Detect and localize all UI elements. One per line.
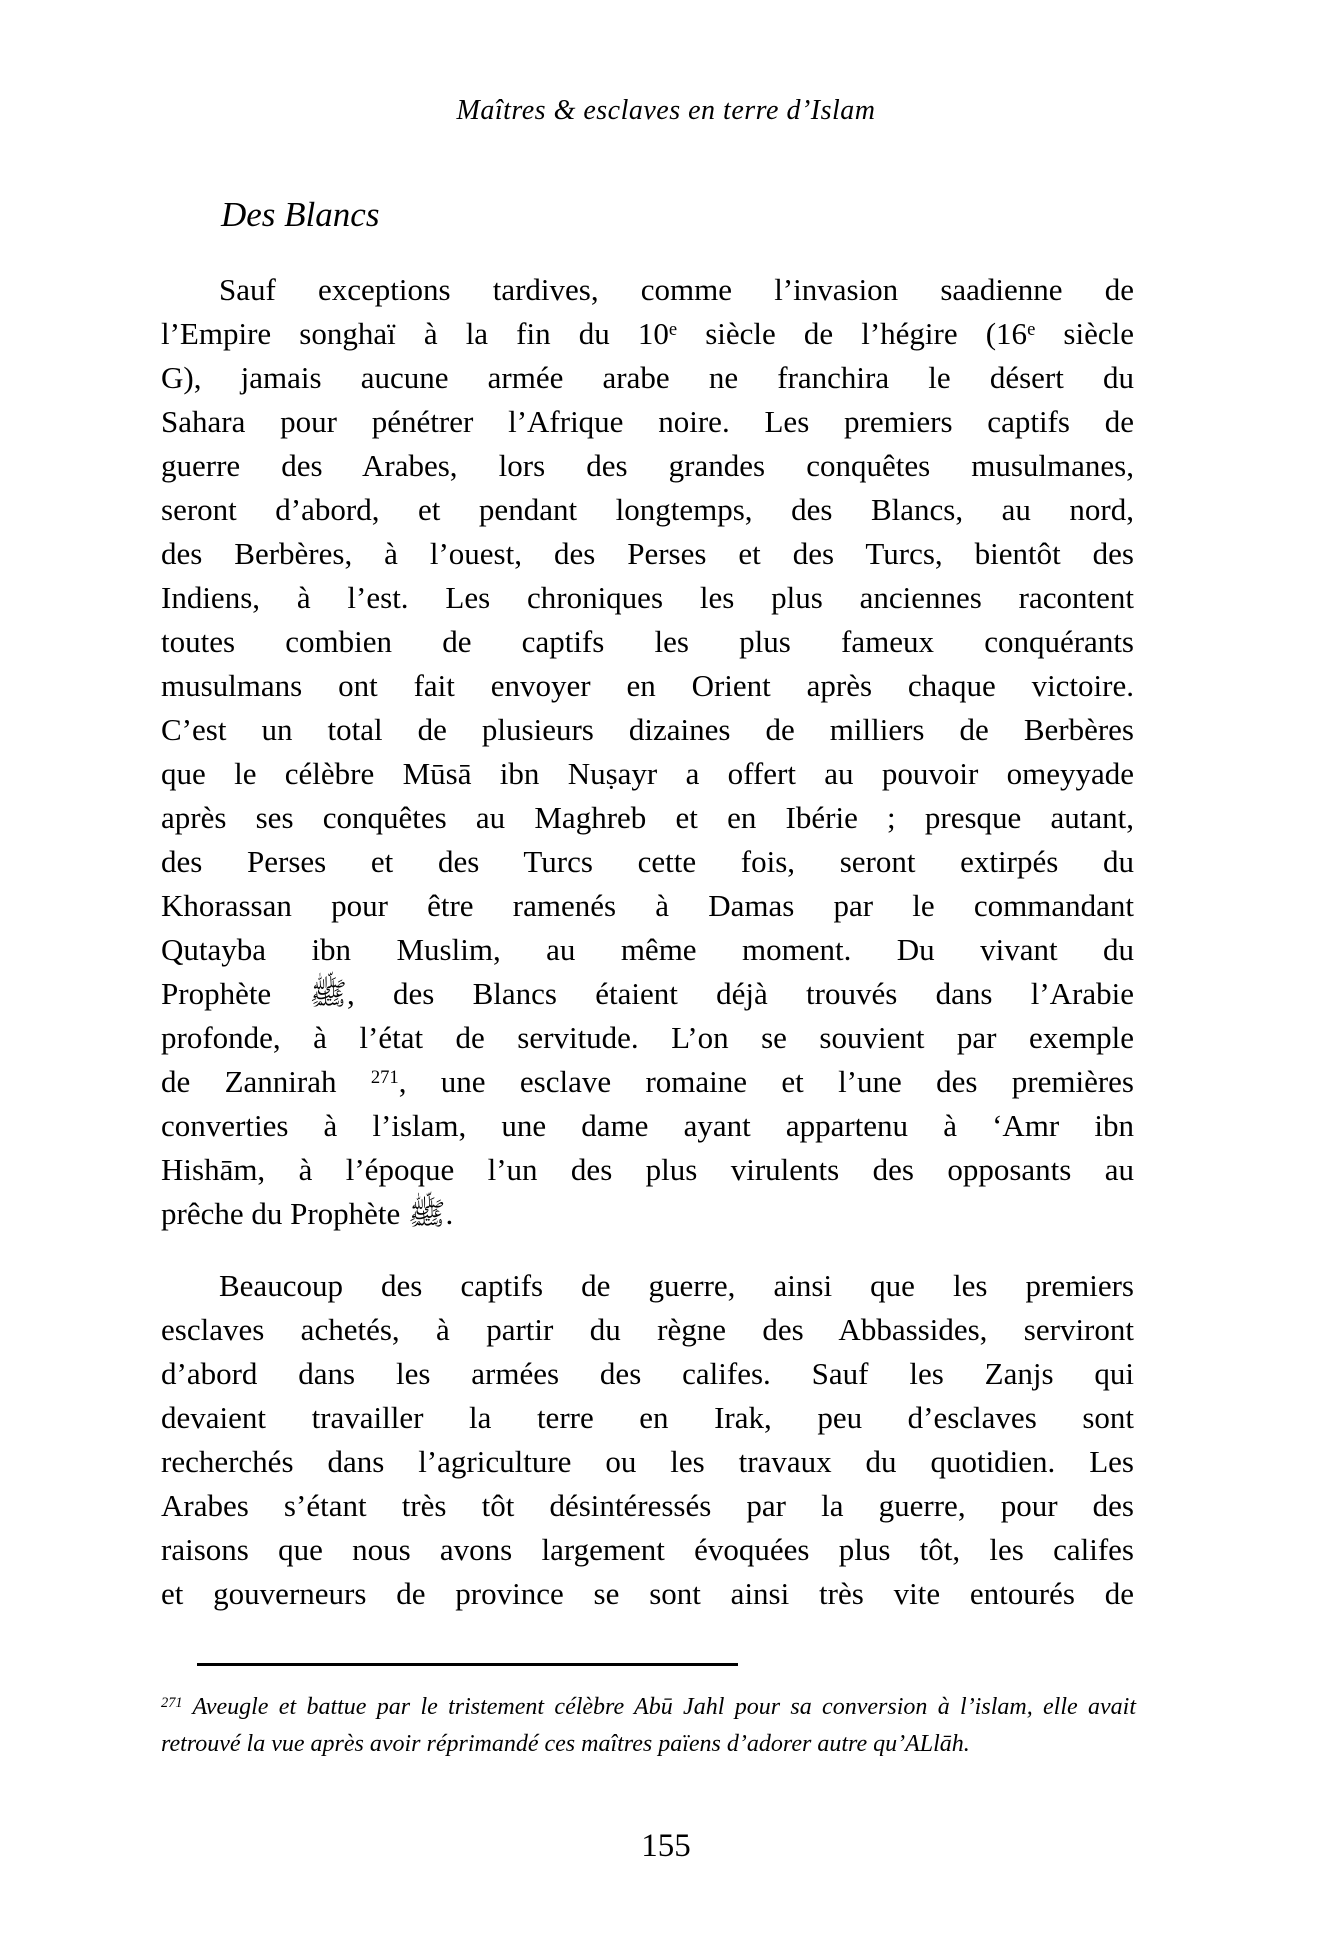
footnote-line: retrouvé la vue après avoir réprimandé ces maîtres païens d’adorer autre qu’ALlāh. (161, 1731, 970, 1757)
paragraph (161, 1264, 1134, 1616)
running-header: Maîtres & esclaves en terre d’Islam (456, 95, 876, 126)
text-line: seront d’abord, et pendant longtemps, des Blancs, au nord, (161, 492, 1134, 527)
text-line: guerre des Arabes, lors des grandes conquêtes musulmanes, (161, 448, 1134, 483)
text-line: des Perses et des Turcs cette fois, seront extirpés du (161, 844, 1134, 879)
text-line: de Zannirah $^{271}$, une esclave romaine et l’une des premières (161, 1064, 1134, 1099)
text-line: d’abord dans les armées des califes. Sauf les Zanjs qui (161, 1356, 1134, 1391)
text-line: Hishām, à l’époque l’un des plus virulents des opposants au (161, 1152, 1134, 1187)
text-line: devaient travailler la terre en Irak, peu d’esclaves sont (161, 1400, 1134, 1435)
text-line: prêche du Prophète ﷺ. (161, 1196, 454, 1231)
section-heading: Des Blancs (221, 195, 380, 234)
text-line: des Berbères, à l’ouest, des Perses et des Turcs, bientôt des (161, 536, 1134, 571)
paragraph (161, 268, 1134, 1236)
text-line: converties à l’islam, une dame ayant appartenu à ‘Amr ibn (161, 1108, 1134, 1143)
body-text (161, 268, 1134, 1616)
text-line: Arabes s’étant très tôt désintéressés par la guerre, pour des (161, 1488, 1134, 1523)
text-line: esclaves achetés, à partir du règne des Abbassides, serviront (161, 1312, 1134, 1347)
text-line: raisons que nous avons largement évoquées plus tôt, les califes (161, 1532, 1134, 1567)
footnote (161, 1689, 1136, 1763)
text-line: après ses conquêtes au Maghreb et en Ibérie ; presque autant, (161, 800, 1134, 835)
text-line: toutes combien de captifs les plus fameux conquérants (161, 624, 1134, 659)
text-line: profonde, à l’état de servitude. L’on se souvient par exemple (161, 1020, 1134, 1055)
text-line: Beaucoup des captifs de guerre, ainsi que les premiers (219, 1268, 1134, 1303)
text-line: musulmans ont fait envoyer en Orient après chaque victoire. (161, 668, 1134, 703)
text-line: l’Empire songhaï à la fin du 10e siècle de l’hégire (16e siècle (161, 316, 1135, 351)
text-line: Sauf exceptions tardives, comme l’invasion saadienne de (219, 272, 1134, 307)
text-line: C’est un total de plusieurs dizaines de milliers de Berbères (161, 712, 1134, 747)
text-line: Khorassan pour être ramenés à Damas par le commandant (161, 888, 1134, 923)
text-line: Prophète ﷺ, des Blancs étaient déjà trouvés dans l’Arabie (161, 976, 1134, 1011)
text-line: Qutayba ibn Muslim, au même moment. Du vivant du (161, 932, 1134, 967)
text-line: Sahara pour pénétrer l’Afrique noire. Les premiers captifs de (161, 404, 1134, 439)
page-number: 155 (641, 1828, 691, 1864)
text-line: Indiens, à l’est. Les chroniques les plus anciennes racontent (161, 580, 1134, 615)
footnote-separator (197, 1663, 738, 1666)
text-line: recherchés dans l’agriculture ou les travaux du quotidien. Les (161, 1444, 1134, 1479)
text-line: que le célèbre Mūsā ibn Nuṣayr a offert au pouvoir omeyyade (161, 756, 1134, 791)
text-line: et gouverneurs de province se sont ainsi très vite entourés de (161, 1576, 1134, 1611)
footnote-line: $^{271}$ Aveugle et battue par le tristement célèbre Abū Jahl pour sa conversion à l’islam, elle avait (161, 1694, 1136, 1720)
text-line: G), jamais aucune armée arabe ne franchira le désert du (161, 360, 1134, 395)
